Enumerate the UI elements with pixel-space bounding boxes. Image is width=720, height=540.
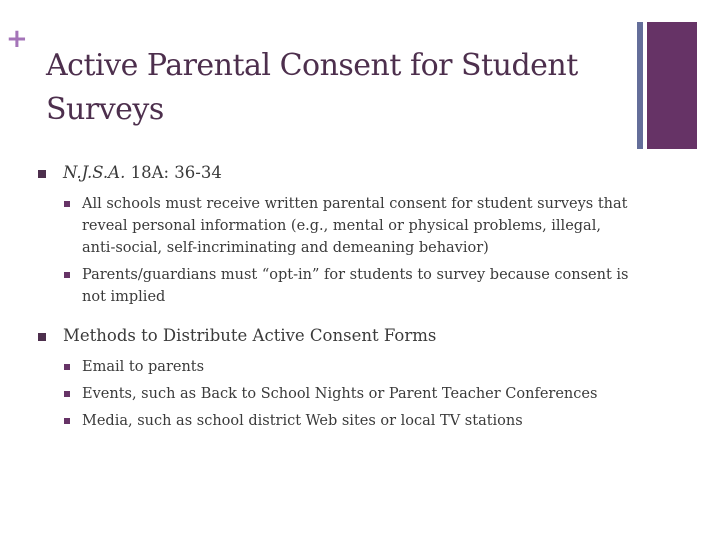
bullet-square-icon bbox=[38, 170, 46, 178]
decorative-bar-wide bbox=[647, 22, 697, 149]
bullet-square-icon bbox=[64, 418, 70, 424]
plus-decoration-icon: + bbox=[6, 24, 28, 54]
sub-bullet bbox=[36, 383, 636, 405]
bullet-square-icon bbox=[64, 272, 70, 278]
sub-bullet bbox=[36, 356, 636, 378]
statute-abbrev: N.J.S.A. bbox=[63, 163, 126, 182]
bullet-square-icon bbox=[38, 333, 46, 341]
sub-bullet-text: Events, such as Back to School Nights or Parent Teacher Conferences bbox=[82, 386, 598, 402]
sub-bullet-text: Email to parents bbox=[82, 359, 205, 375]
bullet-methods bbox=[36, 325, 636, 347]
sub-bullet-text: Media, such as school district Web sites or local TV stations bbox=[82, 413, 523, 429]
sub-bullet-text: Parents/guardians must “opt-in” for students to survey because consent is not implied bbox=[82, 267, 629, 305]
decorative-bar-thin bbox=[637, 22, 643, 149]
sub-bullet bbox=[36, 264, 636, 308]
sub-bullet bbox=[36, 193, 636, 259]
slide-body bbox=[36, 162, 636, 437]
sub-bullet bbox=[36, 410, 636, 432]
bullet-text: Methods to Distribute Active Consent Forms bbox=[63, 326, 437, 345]
bullet-square-icon bbox=[64, 391, 70, 397]
bullet-square-icon bbox=[64, 201, 70, 207]
sub-bullet-text: All schools must receive written parental consent for student surveys that reveal personal information (e.g., mental or physical problems, illegal, anti-social, self-incriminating and demeaning behavior) bbox=[82, 196, 628, 256]
bullet-statute bbox=[36, 162, 636, 184]
slide-title: Active Parental Consent for Student Surveys bbox=[46, 48, 578, 127]
statute-number: 18A: 36-34 bbox=[125, 163, 222, 182]
bullet-square-icon bbox=[64, 364, 70, 370]
